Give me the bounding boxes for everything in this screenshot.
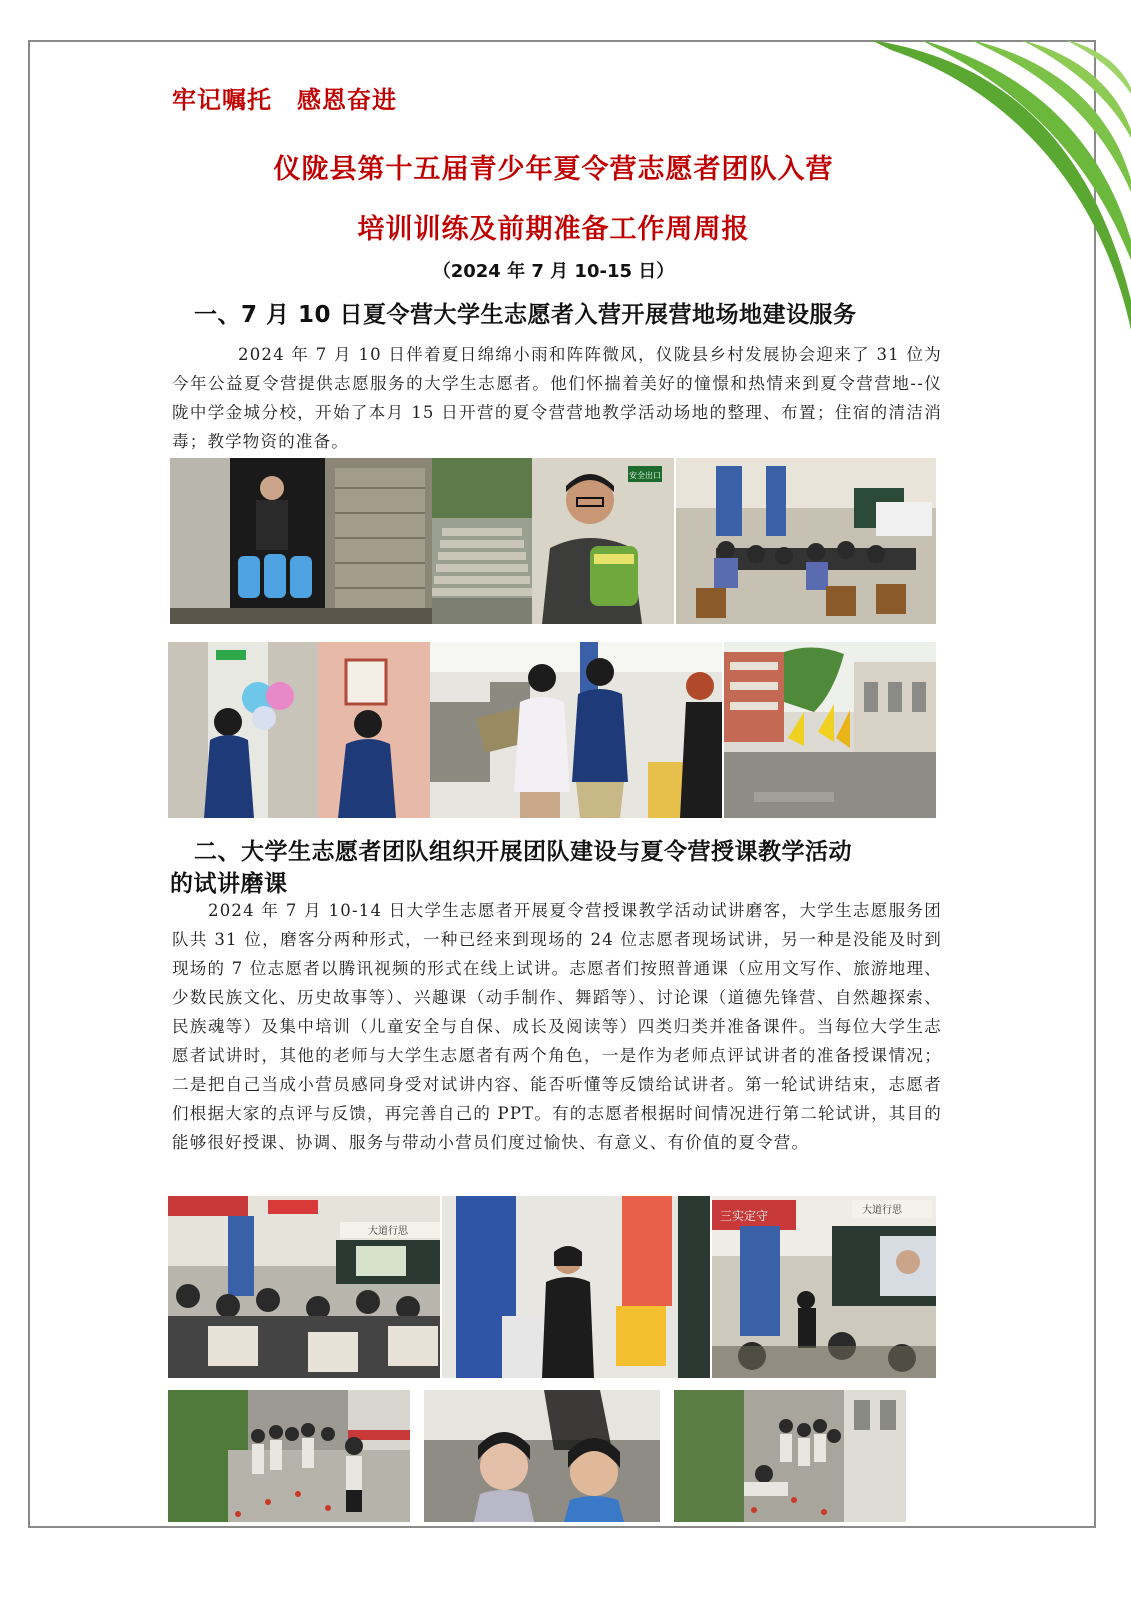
section2-paragraph: 2024 年 7 月 10-14 日大学生志愿者开展夏令营授课教学活动试讲磨客，大学生志愿服务团队共 31 位，磨客分两种形式，一种已经来到现场的 24 位志愿者现场试讲，另一种是没能及时到现场的 7 位志愿者以腾讯视频的形式在线上试讲。志愿者们按照普通课（应用文写作、旅游地理、少数民族文化、历史故事等）、兴趣课（动手制作、舞蹈等）、讨论课（道德先锋营、自然趣探索、民族魂等）及集中培训（儿童安全与自保、成长及阅读等）四类归类并准备课件。当每位大学生志愿者试讲时，其他的老师与大学生志愿者有两个角色，一是作为老师点评试讲者的准备授课情况；二是把自己当成小营员感同身受对试讲内容、能否听懂等反馈给试讲者。第一轮试讲结束，志愿者们根据大家的点评与反馈，再完善自己的 PPT。有的志愿者根据时间情况进行第二轮试讲，其目的能够很好授课、协调、服务与带动小营员们度过愉快、有意义、有价值的夏令营。 [172, 901, 942, 1152]
photo-balloon-decorating [168, 642, 430, 818]
report-title-line1: 仪陇县第十五届青少年夏令营志愿者团队入营 [273, 154, 834, 185]
section1-paragraph: 2024 年 7 月 10 日伴着夏日绵绵小雨和阵阵微风，仪陇县乡村发展协会迎来了 31 位为今年公益夏令营提供志愿服务的大学生志愿者。他们怀揣着美好的憧憬和热情来到夏令营营地--仪陇中学金城分校，开始了本月 15 日开营的夏令营营地教学活动场地的整理、布置；住宿的清洁消毒；教学物资的准备。 [172, 345, 942, 451]
photo-classroom-setup [430, 642, 722, 818]
slogan: 牢记嘱托 感恩奋进 [172, 86, 397, 114]
board-text-2: 大道行思 [862, 1205, 902, 1216]
photo-outdoor-team-game [168, 1390, 410, 1522]
photo-unloading-water [170, 458, 432, 624]
report-title-line2: 培训训练及前期准备工作周周报 [357, 214, 750, 245]
photo-stairs [432, 458, 532, 624]
photo-campus-flags [724, 642, 936, 818]
report-date-range: （2024 年 7 月 10-15 日） [432, 261, 675, 282]
photo-online-lecture-screen [712, 1196, 936, 1378]
section1-heading: 一、7 月 10 日夏令营大学生志愿者入营开展营地场地建设服务 [194, 302, 857, 328]
photo-classroom-meeting [676, 458, 936, 624]
photo-volunteer-presenting [442, 1196, 710, 1378]
section2-heading-line1: 二、大学生志愿者团队组织开展团队建设与夏令营授课教学活动 [194, 839, 852, 865]
photo-trial-lecture-classroom [168, 1196, 440, 1378]
board-text: 大道行思 [368, 1226, 408, 1237]
section2-heading-line2: 的试讲磨课 [170, 871, 288, 897]
exit-sign-text: 安全出口 [629, 471, 661, 480]
photo-volunteer-carrying-supplies [532, 458, 674, 624]
photo-smiling-campers [424, 1390, 660, 1522]
photo-outdoor-challenge [674, 1390, 906, 1522]
banner-text: 三实定守 [720, 1209, 769, 1223]
